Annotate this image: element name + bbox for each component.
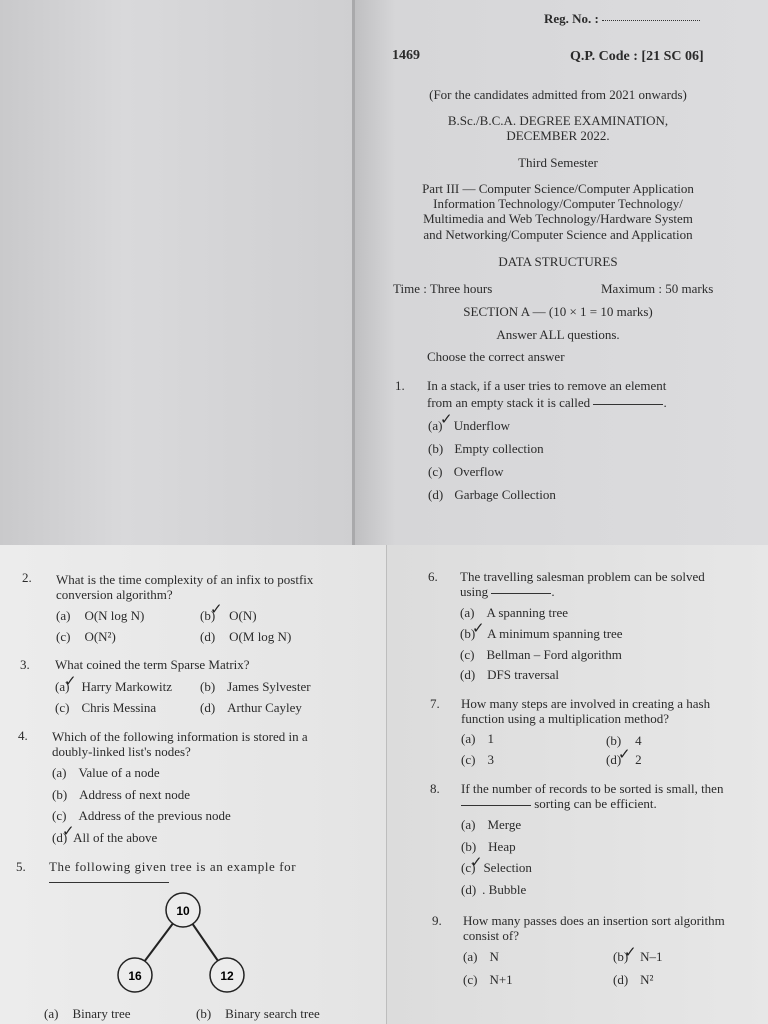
qp-code: Q.P. Code : [21 SC 06] bbox=[570, 49, 704, 64]
option-letter: (a) bbox=[52, 765, 67, 780]
option-text: DFS traversal bbox=[487, 667, 560, 682]
q8-option-a bbox=[461, 817, 521, 833]
q9-text-line1: How many passes does an insertion sort algorithm bbox=[463, 913, 725, 928]
option-letter: (c) bbox=[52, 808, 67, 823]
degree-line-1: B.Sc./B.C.A. DEGREE EXAMINATION, bbox=[447, 113, 669, 128]
option-letter: (c) bbox=[461, 752, 476, 767]
option-letter: (c) bbox=[463, 972, 478, 987]
option-letter: (a) bbox=[463, 949, 478, 964]
degree-line-2: DECEMBER 2022. bbox=[506, 128, 610, 143]
page-fold bbox=[352, 0, 355, 545]
max-marks: Maximum : 50 marks bbox=[601, 281, 714, 296]
q3-text-line1: What coined the term Sparse Matrix? bbox=[55, 657, 250, 672]
q9-option-c bbox=[463, 972, 513, 988]
option-text: Underflow bbox=[453, 418, 511, 433]
part-line-2: Information Technology/Computer Technology/ bbox=[433, 196, 683, 211]
option-text: Heap bbox=[488, 839, 516, 854]
option-letter: (b) bbox=[460, 626, 476, 641]
reg-no bbox=[544, 11, 700, 27]
option-letter: (b) bbox=[613, 949, 629, 964]
tick-mark-icon: ✓ bbox=[472, 619, 485, 637]
option-letter: (d) bbox=[52, 830, 68, 845]
option-text: N bbox=[489, 949, 499, 964]
option-letter: (b) bbox=[606, 733, 622, 748]
option-text: Bellman – Ford algorithm bbox=[486, 647, 622, 662]
answer-blank bbox=[593, 403, 663, 405]
q6-text-line1: The travelling salesman problem can be solved bbox=[460, 569, 705, 584]
option-letter: (d) bbox=[613, 972, 629, 987]
option-text: Merge bbox=[487, 817, 522, 832]
q8-number: 8. bbox=[430, 781, 440, 796]
option-text: James Sylvester bbox=[227, 679, 311, 694]
option-letter: (a) bbox=[428, 418, 443, 433]
option-text: N–1 bbox=[640, 949, 663, 964]
q6-option-c bbox=[460, 647, 622, 663]
q5-option-a bbox=[44, 1006, 131, 1022]
option-text: O(N) bbox=[229, 608, 257, 623]
part-line-4: and Networking/Computer Science and Application bbox=[423, 227, 693, 242]
option-text: Harry Markowitz bbox=[81, 679, 173, 694]
q4-option-c bbox=[52, 808, 231, 824]
tree-node-label: 16 bbox=[128, 969, 142, 983]
option-text: Binary tree bbox=[72, 1006, 131, 1021]
option-text: Value of a node bbox=[78, 765, 160, 780]
option-letter: (d) bbox=[200, 700, 216, 715]
admitted-note: (For the candidates admitted from 2021 onwards) bbox=[429, 87, 687, 102]
q3-option-c bbox=[55, 700, 156, 716]
section-heading: SECTION A — (10 × 1 = 10 marks) bbox=[463, 304, 653, 319]
q3-option-b bbox=[200, 679, 311, 695]
cover-page bbox=[354, 0, 768, 545]
binary-tree-diagram bbox=[100, 890, 260, 1000]
q5-text-line1: The following given tree is an example for bbox=[49, 859, 297, 874]
q3-number: 3. bbox=[20, 657, 30, 672]
answer-blank bbox=[461, 804, 531, 806]
option-text: O(N log N) bbox=[84, 608, 145, 623]
answer-blank bbox=[49, 882, 169, 883]
option-text: 2 bbox=[635, 752, 642, 767]
q2-option-a bbox=[56, 608, 144, 624]
option-text: Garbage Collection bbox=[454, 487, 556, 502]
q7-text-line2: function using a multiplication method? bbox=[461, 711, 669, 726]
q1-option-b bbox=[428, 441, 544, 457]
q7-option-a bbox=[461, 731, 494, 747]
option-text: . Bubble bbox=[482, 882, 527, 897]
tick-mark-icon: ✓ bbox=[62, 822, 75, 840]
q5-option-b bbox=[196, 1006, 320, 1022]
option-letter: (b) bbox=[200, 608, 216, 623]
q9-option-a bbox=[463, 949, 499, 965]
q6-number: 6. bbox=[428, 569, 438, 584]
q4-text-line1: Which of the following information is stored in a bbox=[52, 729, 308, 744]
option-text: 1 bbox=[487, 731, 494, 746]
q8-text-line2 bbox=[461, 796, 657, 812]
q8-text-line2-value: sorting can be efficient. bbox=[534, 796, 657, 811]
choose-instruction: Choose the correct answer bbox=[427, 349, 565, 364]
option-letter: (a) bbox=[461, 817, 476, 832]
option-text: O(N²) bbox=[84, 629, 116, 644]
option-letter: (b) bbox=[52, 787, 68, 802]
option-letter: (d) bbox=[460, 667, 476, 682]
tick-mark-icon: ✓ bbox=[618, 745, 631, 763]
option-text: Overflow bbox=[453, 464, 504, 479]
option-letter: (b) bbox=[461, 839, 477, 854]
option-letter: (a) bbox=[56, 608, 71, 623]
q2-option-b bbox=[200, 608, 257, 624]
option-letter: (b) bbox=[196, 1006, 212, 1021]
option-text: 4 bbox=[635, 733, 642, 748]
option-text: Arthur Cayley bbox=[227, 700, 302, 715]
option-letter: (c) bbox=[56, 629, 71, 644]
option-text: Address of next node bbox=[79, 787, 191, 802]
tree-node-label: 10 bbox=[176, 904, 190, 918]
q9-number: 9. bbox=[432, 913, 442, 928]
option-text: Empty collection bbox=[454, 441, 544, 456]
option-letter: (d) bbox=[606, 752, 622, 767]
q5-number: 5. bbox=[16, 859, 26, 874]
option-letter: (c) bbox=[461, 860, 476, 875]
answer-blank bbox=[491, 592, 551, 594]
reg-no-blank bbox=[602, 19, 700, 21]
tick-mark-icon: ✓ bbox=[64, 672, 77, 690]
part-line-1: Part III — Computer Science/Computer Application bbox=[422, 181, 694, 196]
option-letter: (c) bbox=[55, 700, 70, 715]
option-letter: (a) bbox=[461, 731, 476, 746]
q7-text-line1: How many steps are involved in creating a hash bbox=[461, 696, 711, 711]
answer-all: Answer ALL questions. bbox=[496, 327, 620, 342]
q1-number: 1. bbox=[395, 378, 405, 393]
exam-time: Time : Three hours bbox=[393, 281, 493, 296]
option-text: All of the above bbox=[73, 830, 158, 845]
option-letter: (b) bbox=[428, 441, 444, 456]
q9-option-d bbox=[613, 972, 653, 988]
q1-text-line2: from an empty stack it is called . bbox=[427, 395, 667, 410]
tick-mark-icon: ✓ bbox=[470, 853, 483, 871]
q8-option-d bbox=[461, 882, 526, 898]
option-text: Chris Messina bbox=[81, 700, 157, 715]
tree-node-label: 12 bbox=[220, 969, 234, 983]
option-letter: (a) bbox=[460, 605, 475, 620]
q6-text-line2-value: using bbox=[460, 584, 489, 599]
option-letter: (d) bbox=[461, 882, 477, 897]
option-text: Selection bbox=[483, 860, 532, 875]
q2-option-d bbox=[200, 629, 291, 645]
q3-option-d bbox=[200, 700, 302, 716]
option-text: Address of the previous node bbox=[78, 808, 231, 823]
q6-option-d bbox=[460, 667, 559, 683]
part-line-3: Multimedia and Web Technology/Hardware System bbox=[423, 211, 693, 226]
option-letter: (d) bbox=[200, 629, 216, 644]
q4-text-line2: doubly-linked list's nodes? bbox=[52, 744, 191, 759]
q2-text-line2: conversion algorithm? bbox=[56, 587, 173, 602]
option-text: A spanning tree bbox=[486, 605, 569, 620]
option-text: A minimum spanning tree bbox=[487, 626, 623, 641]
tick-mark-icon: ✓ bbox=[440, 410, 453, 428]
semester: Third Semester bbox=[518, 155, 598, 170]
option-text: Binary search tree bbox=[225, 1006, 320, 1021]
q9-text-line2: consist of? bbox=[463, 928, 519, 943]
tick-mark-icon: ✓ bbox=[210, 600, 223, 618]
q7-number: 7. bbox=[430, 696, 440, 711]
q9-option-b bbox=[613, 949, 663, 965]
subject-title: DATA STRUCTURES bbox=[498, 254, 618, 269]
q1-text-line1: In a stack, if a user tries to remove an element bbox=[427, 378, 667, 393]
q4-option-a bbox=[52, 765, 160, 781]
option-letter: (a) bbox=[55, 679, 70, 694]
q1-text-line2-value: from an empty stack it is called bbox=[427, 395, 591, 410]
q8-text-line1: If the number of records to be sorted is small, then bbox=[461, 781, 724, 796]
q2-number: 2. bbox=[22, 570, 32, 585]
paper-number: 1469 bbox=[392, 48, 420, 63]
q2-text-line1: What is the time complexity of an infix to postfix bbox=[56, 572, 314, 587]
option-letter: (b) bbox=[200, 679, 216, 694]
option-text: N+1 bbox=[489, 972, 513, 987]
option-letter: (c) bbox=[460, 647, 475, 662]
q7-option-c bbox=[461, 752, 494, 768]
option-text: O(M log N) bbox=[229, 629, 292, 644]
q4-number: 4. bbox=[18, 728, 28, 743]
q4-option-b bbox=[52, 787, 190, 803]
q2-option-c bbox=[56, 629, 116, 645]
blank-page bbox=[0, 0, 354, 545]
option-letter: (d) bbox=[428, 487, 444, 502]
reg-no-label: Reg. No. : bbox=[544, 11, 599, 26]
q1-option-d bbox=[428, 487, 556, 503]
q1-option-c bbox=[428, 464, 504, 480]
option-letter: (c) bbox=[428, 464, 443, 479]
tick-mark-icon: ✓ bbox=[624, 943, 637, 961]
option-text: 3 bbox=[487, 752, 494, 767]
option-letter: (a) bbox=[44, 1006, 59, 1021]
q6-text-line2: using . bbox=[460, 584, 555, 599]
option-text: N² bbox=[640, 972, 654, 987]
